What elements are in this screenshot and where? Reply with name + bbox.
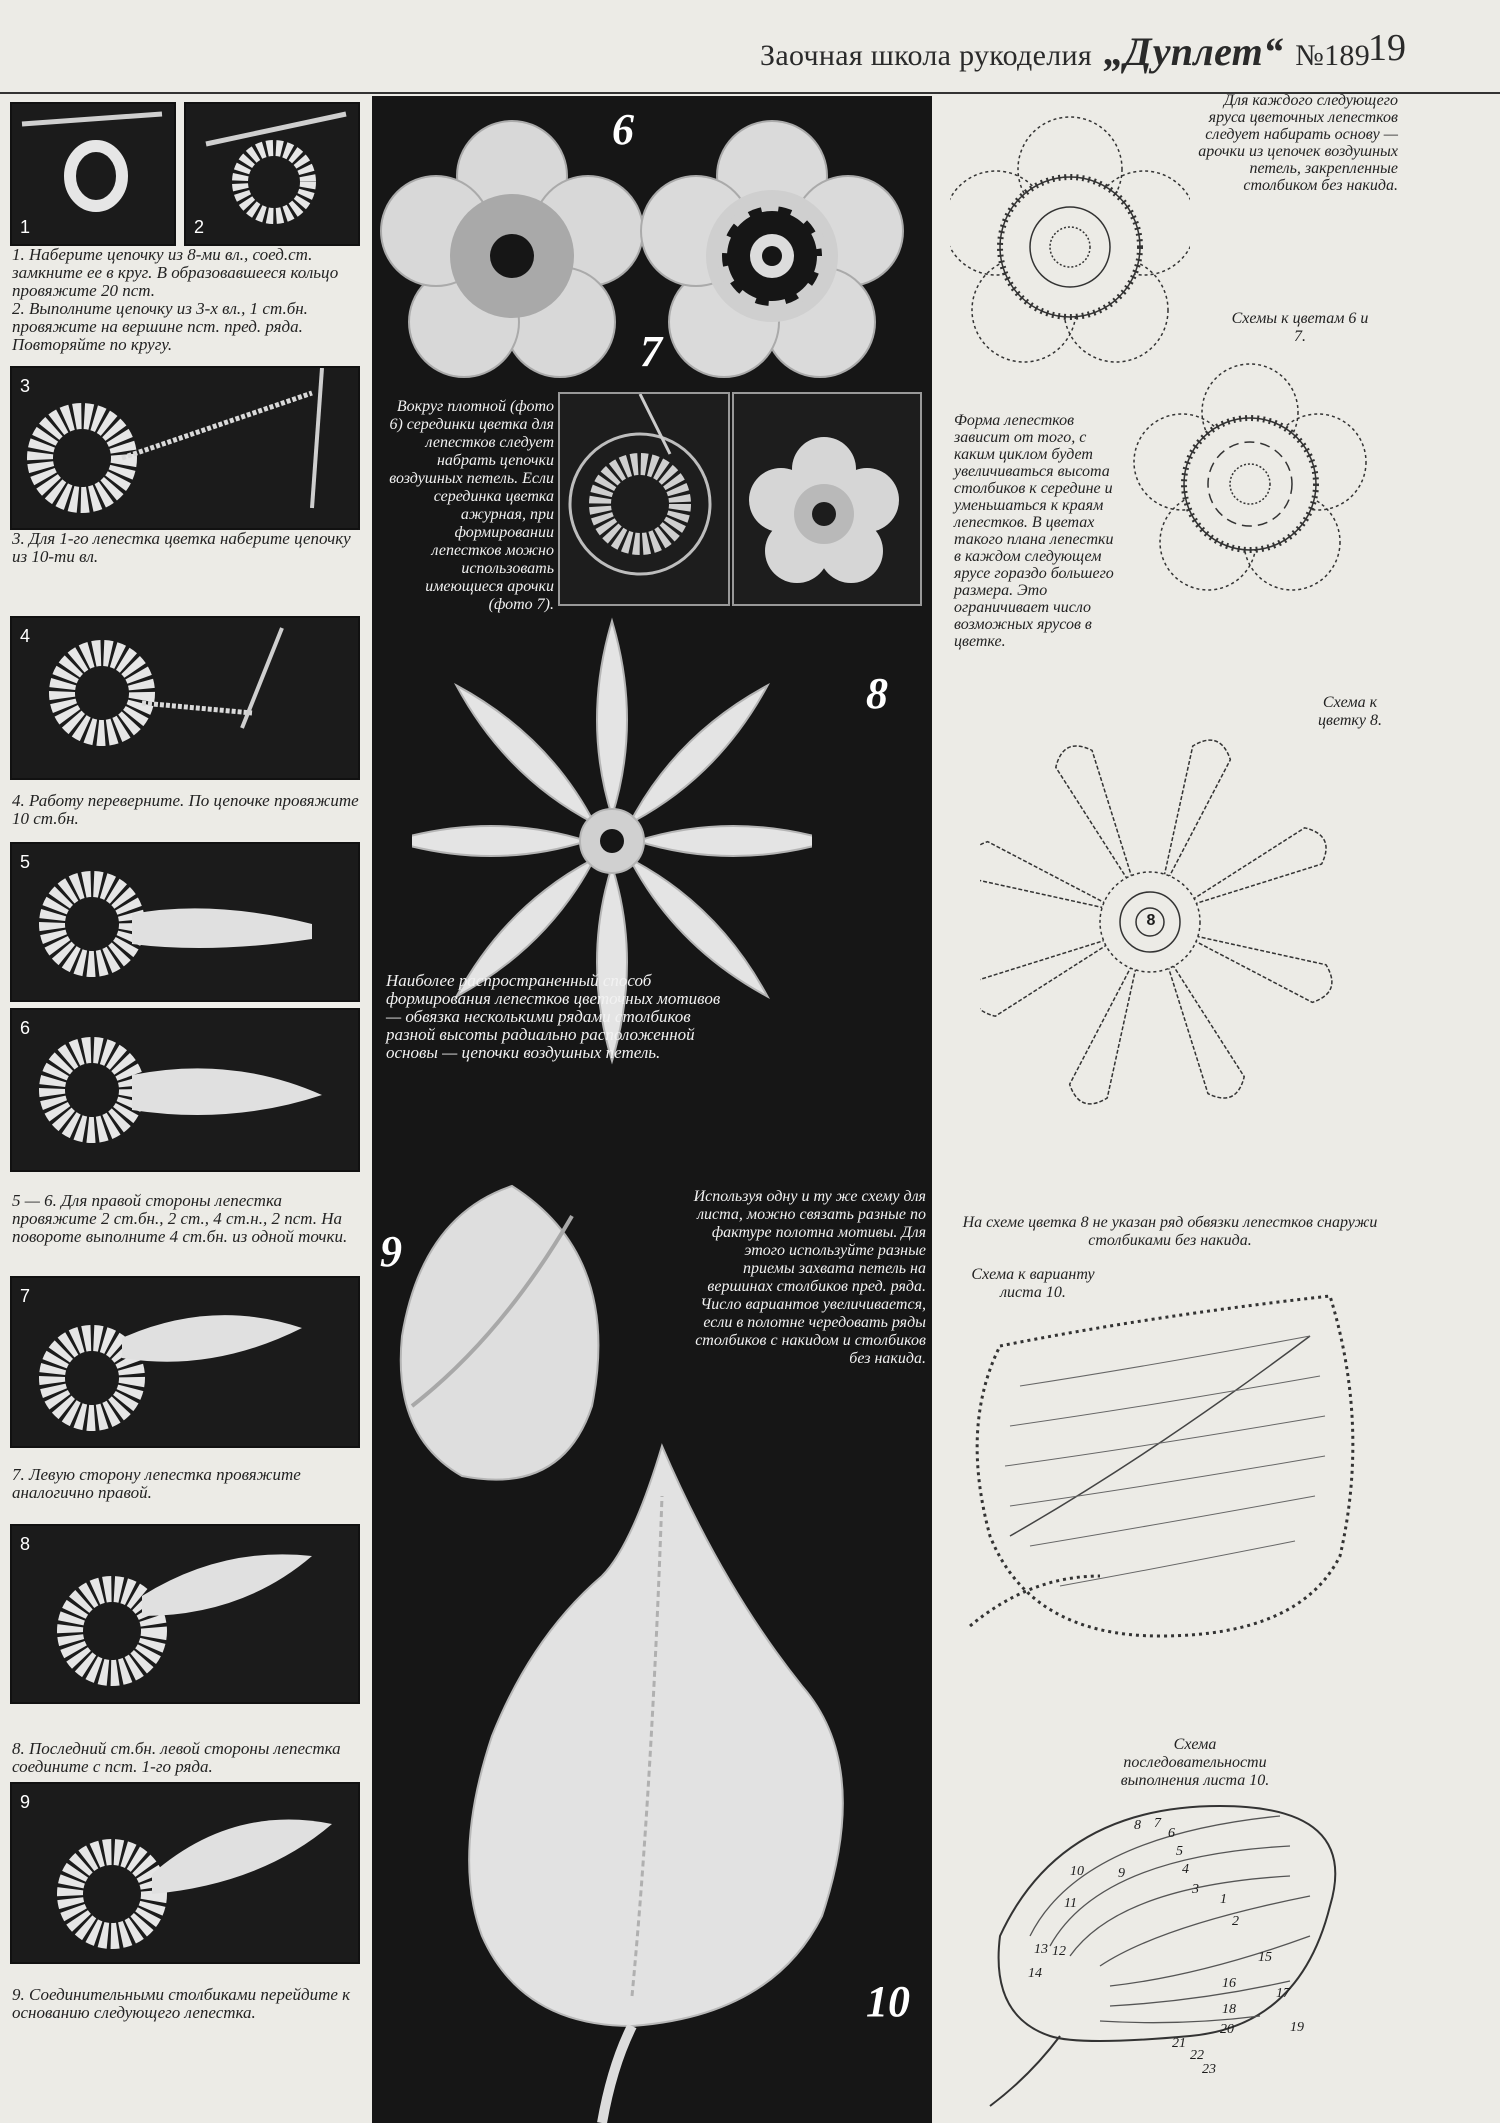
label-scheme-sequence: Схема последовательности выполнения листа 10.: [1120, 1736, 1270, 1789]
step-photo-1: [10, 102, 176, 246]
crochet-petal-image: [12, 1526, 358, 1702]
step-number: 4: [20, 626, 31, 646]
crochet-petal-image: [12, 844, 358, 1000]
seq-label: 3: [1192, 1882, 1199, 1897]
middle-column: [372, 96, 932, 2123]
step-number: 3: [20, 376, 31, 396]
caption-step-4: 4. Работу переверните. По цепочке провяжите 10 ст.бн.: [12, 791, 359, 828]
seq-label: 13: [1034, 1942, 1048, 1957]
page-number: 19: [1368, 27, 1406, 69]
seq-label: 4: [1182, 1862, 1189, 1877]
seq-label: 12: [1052, 1944, 1066, 1959]
note-tiers: Для каждого следующего яруса цветочных лепестков следует набирать основу — арочки из цепочек воздушных петель, закрепленные столбиком без накида.: [1198, 92, 1398, 194]
crochet-ring-image: [186, 104, 358, 244]
caption-step-3: 3. Для 1-го лепестка цветка наберите цепочку из 10-ти вл.: [12, 529, 351, 566]
photo-number-9: 9: [380, 1227, 402, 1276]
seq-label: 22: [1190, 2048, 1204, 2063]
leaf-photo-10: [432, 1436, 882, 2123]
step-number: 7: [20, 1286, 31, 1306]
note-petal-shape: Форма лепестков зависит от того, с каким циклом будет увеличиваться высота столбиков к середине и уменьшаться к краям лепестков. В цветах такого плана лепестки в каждом следующем ярусе гораздо большего размера. Это ограничивает число возможных ярусов в цветке.: [954, 412, 1114, 650]
step-photo-4: [10, 616, 360, 780]
caption-steps-1-2: 1. Наберите цепочку из 8-ми вл., соед.ст. замкните ее в круг. В образовавшееся кольцо провяжите 20 пст. 2. Выполните цепочку из 3-х вл., 1 ст.бн. провяжите на вершине пст. пред. ряда. Повторяйте по кругу.: [12, 245, 339, 354]
seq-label: 6: [1168, 1826, 1175, 1841]
step-photo-9: [10, 1782, 360, 1964]
note-scheme-8: На схеме цветка 8 не указан ряд обвязки лепестков снаружи столбиками без накида.: [962, 1214, 1378, 1249]
caption-photo-8: Наиболее распространенный способ формирования лепестков цветочных мотивов — обвязка несколькими рядами столбиков разной высоты радиально расположенной основы — цепочки воздушных петель.: [386, 971, 721, 1062]
seq-label: 17: [1276, 1986, 1290, 2001]
left-column: [0, 96, 370, 2123]
label-scheme-8: Схема к цветку 8.: [1318, 694, 1382, 729]
seq-label: 19: [1290, 2020, 1304, 2035]
crochet-petal-image: [12, 1784, 358, 1962]
seq-label: 8: [1134, 1818, 1141, 1833]
step-number: 5: [20, 852, 31, 872]
seq-label: 10: [1070, 1864, 1084, 1879]
seq-label: 7: [1154, 1816, 1161, 1831]
crochet-ring-chain-image: [12, 618, 358, 778]
seq-label: 18: [1222, 2002, 1236, 2017]
step-photo-7a: [732, 392, 922, 606]
crochet-petal-image: [12, 1010, 358, 1170]
seq-label: 15: [1258, 1950, 1272, 1965]
seq-label: 2: [1232, 1914, 1239, 1929]
step-photo-8: [10, 1524, 360, 1704]
step-number: 8: [20, 1534, 31, 1554]
step-photo-6a: [558, 392, 730, 606]
right-column: [940, 92, 1500, 2123]
step-photo-7: [10, 1276, 360, 1448]
seq-label: 5: [1176, 1844, 1183, 1859]
caption-step-7: 7. Левую сторону лепестка провяжите аналогично правой.: [12, 1465, 301, 1502]
label-schemes-6-7: Схемы к цветам 6 и 7.: [1231, 310, 1369, 345]
brand-name: „Дуплет“: [1103, 29, 1284, 74]
caption-steps-5-6: 5 — 6. Для правой стороны лепестка провяжите 2 ст.бн., 2 ст., 4 ст.н., 2 пст. На повороте выполните 4 ст.бн. из одной точки.: [12, 1191, 348, 1246]
caption-photo-9: Используя одну и ту же схему для листа, можно связать разные по фактуре полотна мотивы. Для этого используйте разные приемы захвата петель на вершинах столбиков пред. ряда. Число вариантов увеличивается, если в полотне чередовать ряды столбиков с накидом и столбиков без накида.: [693, 1188, 926, 1367]
photo-number-10: 10: [866, 1977, 910, 2026]
photo-number-6: 6: [612, 105, 634, 154]
seq-label: 1: [1220, 1892, 1227, 1907]
crochet-ring-image: [12, 104, 174, 244]
label-scheme-10: Схема к варианту листа 10.: [971, 1266, 1095, 1301]
step-photo-6: [10, 1008, 360, 1172]
caption-step-8: 8. Последний ст.бн. левой стороны лепестка соедините с пст. 1-го ряда.: [12, 1739, 341, 1776]
photo-number-7: 7: [640, 327, 662, 376]
caption-photos-6-7: Вокруг плотной (фото 6) серединки цветка для лепестков следует набрать цепочки воздушных петель. Если серединка цветка ажурная, при формировании лепестков можно использовать имеющиеся арочки (фото 7).: [389, 398, 554, 613]
photo-number-8: 8: [866, 669, 888, 718]
step-number: 6: [20, 1018, 31, 1038]
crochet-petal-image: [12, 1278, 358, 1446]
issue-number: №189: [1295, 39, 1371, 72]
seq-label: 21: [1172, 2036, 1186, 2051]
step-number: 1: [20, 217, 31, 237]
diagram-center-number: 8: [1146, 912, 1156, 929]
step-photo-3: [10, 366, 360, 530]
magazine-title: Заочная школа рукоделия „Дуплет“ №189: [760, 29, 1371, 74]
sequence-labels: [940, 96, 1500, 2123]
seq-label: 23: [1202, 2062, 1216, 2077]
step-number: 9: [20, 1792, 31, 1812]
seq-label: 20: [1220, 2022, 1234, 2037]
crochet-ring-chain-image: [12, 368, 358, 528]
seq-label: 14: [1028, 1966, 1042, 1981]
seq-label: 11: [1064, 1896, 1077, 1911]
page-header: [0, 0, 1500, 96]
step-photo-2: [184, 102, 360, 246]
seq-label: 16: [1222, 1976, 1236, 1991]
step-photo-5: [10, 842, 360, 1002]
seq-label: 9: [1118, 1866, 1125, 1881]
caption-step-9: 9. Соединительными столбиками перейдите к основанию следующего лепестка.: [12, 1985, 351, 2022]
step-number: 2: [194, 217, 205, 237]
